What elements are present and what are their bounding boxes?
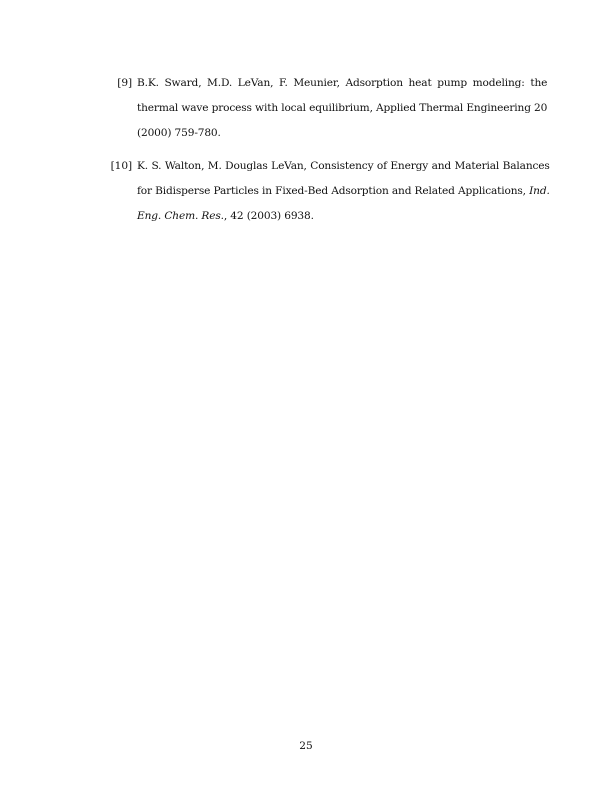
reference-number: [9] (117, 77, 132, 89)
reference-line (137, 204, 550, 229)
journal-name: Ind. (529, 185, 550, 197)
reference-line-text: for Bidisperse Particles in Fixed-Bed Adsorption and Related Applications, (137, 185, 526, 197)
reference-list (104, 71, 550, 237)
page-number: 25 (299, 740, 313, 752)
reference-text (132, 154, 550, 229)
reference-item (104, 71, 548, 146)
reference-line-text: , 42 (2003) 6938. (223, 210, 314, 222)
reference-line: (2000) 759-780. (137, 127, 221, 139)
reference-number: [10] (110, 160, 132, 172)
reference-line (137, 179, 550, 204)
reference-line: thermal wave process with local equilibrium, Applied Thermal Engineering 20 (137, 102, 548, 114)
reference-line: B.K. Sward, M.D. LeVan, F. Meunier, Adsorption heat pump modeling: the (137, 77, 548, 89)
journal-name: Eng. Chem. Res. (137, 210, 224, 222)
reference-line: K. S. Walton, M. Douglas LeVan, Consistency of Energy and Material Balances (137, 160, 550, 172)
reference-item (104, 154, 550, 229)
reference-text (132, 71, 547, 146)
